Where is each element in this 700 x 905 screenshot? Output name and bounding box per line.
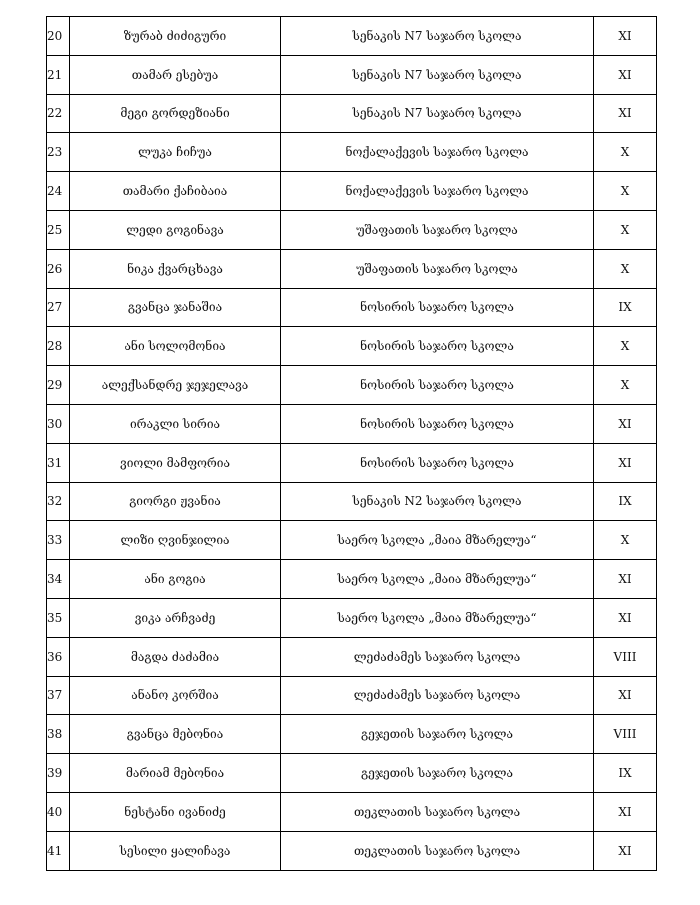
student-name: ანი გოგია [70,560,281,599]
table-row [47,249,657,288]
table-row [47,792,657,831]
school-name: ნოსირის საჯარო სკოლა [281,443,594,482]
row-number: 22 [47,94,70,133]
table-row [47,482,657,521]
school-name: გეჯეთის საჯარო სკოლა [281,754,594,793]
student-table [46,16,657,871]
row-number: 26 [47,249,70,288]
student-name: ნესტანი ივანიძე [70,792,281,831]
row-number: 30 [47,404,70,443]
student-name: თამარ ესებუა [70,55,281,94]
school-name: სენაკის N7 საჯარო სკოლა [281,94,594,133]
table-row [47,521,657,560]
student-name: გიორგი ჟვანია [70,482,281,521]
row-number: 40 [47,792,70,831]
grade: VIII [594,715,657,754]
school-name: სენაკის N2 საჯარო სკოლა [281,482,594,521]
student-name: ლუკა ჩიჩუა [70,133,281,172]
student-name: ნიკა ქვარცხავა [70,249,281,288]
table-row [47,17,657,56]
grade: XI [594,404,657,443]
grade: IX [594,754,657,793]
school-name: უშაფათის საჯარო სკოლა [281,210,594,249]
student-name: მეგი გორდეზიანი [70,94,281,133]
school-name: ლეძაძამეს საჯარო სკოლა [281,637,594,676]
student-name: მაგდა ძაძამია [70,637,281,676]
table-row [47,443,657,482]
table-row [47,598,657,637]
row-number: 23 [47,133,70,172]
table-row [47,133,657,172]
table-row [47,560,657,599]
grade: X [594,133,657,172]
student-name: ვიოლი მამფორია [70,443,281,482]
table-row [47,210,657,249]
row-number: 35 [47,598,70,637]
school-name: ნოსირის საჯარო სკოლა [281,366,594,405]
grade: XI [594,443,657,482]
school-name: ნოსირის საჯარო სკოლა [281,404,594,443]
student-name: ირაკლი სირია [70,404,281,443]
row-number: 29 [47,366,70,405]
student-name: ანანო კორშია [70,676,281,715]
student-name: სესილი ყალიჩავა [70,831,281,870]
school-name: თეკლათის საჯარო სკოლა [281,792,594,831]
row-number: 34 [47,560,70,599]
grade: XI [594,560,657,599]
table-row [47,404,657,443]
student-name: თამარი ქაჩიბაია [70,172,281,211]
row-number: 39 [47,754,70,793]
grade: VIII [594,637,657,676]
table-row [47,94,657,133]
table-row [47,172,657,211]
student-name: ლედი გოგინავა [70,210,281,249]
table-row [47,676,657,715]
grade: XI [594,676,657,715]
row-number: 41 [47,831,70,870]
student-name: გვანცა ჯანაშია [70,288,281,327]
table-row [47,637,657,676]
grade: X [594,249,657,288]
row-number: 25 [47,210,70,249]
school-name: საერო სკოლა „მაია მზარელუა“ [281,598,594,637]
grade: XI [594,831,657,870]
grade: X [594,366,657,405]
row-number: 37 [47,676,70,715]
row-number: 21 [47,55,70,94]
school-name: საერო სკოლა „მაია მზარელუა“ [281,521,594,560]
row-number: 31 [47,443,70,482]
table-row [47,366,657,405]
grade: X [594,327,657,366]
row-number: 38 [47,715,70,754]
school-name: საერო სკოლა „მაია მზარელუა“ [281,560,594,599]
table-row [47,831,657,870]
student-name: გვანცა მებონია [70,715,281,754]
grade: X [594,210,657,249]
table-row [47,288,657,327]
school-name: ნოსირის საჯარო სკოლა [281,288,594,327]
school-name: გეჯეთის საჯარო სკოლა [281,715,594,754]
school-name: ნოქალაქევის საჯარო სკოლა [281,172,594,211]
grade: IX [594,288,657,327]
school-name: ლეძაძამეს საჯარო სკოლა [281,676,594,715]
student-name: ვიკა არჩვაძე [70,598,281,637]
grade: XI [594,17,657,56]
row-number: 24 [47,172,70,211]
table-row [47,327,657,366]
student-name: ალექსანდრე ჯეჯელავა [70,366,281,405]
student-name: ზურაბ ძიძიგური [70,17,281,56]
grade: X [594,172,657,211]
grade: X [594,521,657,560]
grade: XI [594,55,657,94]
row-number: 33 [47,521,70,560]
school-name: ნოსირის საჯარო სკოლა [281,327,594,366]
row-number: 36 [47,637,70,676]
school-name: სენაკის N7 საჯარო სკოლა [281,17,594,56]
student-name: მარიამ მებონია [70,754,281,793]
student-table-body [47,17,657,871]
grade: XI [594,598,657,637]
row-number: 27 [47,288,70,327]
grade: XI [594,94,657,133]
student-name: ანი სოლომონია [70,327,281,366]
row-number: 20 [47,17,70,56]
table-row [47,754,657,793]
grade: IX [594,482,657,521]
row-number: 28 [47,327,70,366]
student-name: ლიზი ღვინჯილია [70,521,281,560]
table-row [47,715,657,754]
row-number: 32 [47,482,70,521]
school-name: ნოქალაქევის საჯარო სკოლა [281,133,594,172]
school-name: სენაკის N7 საჯარო სკოლა [281,55,594,94]
school-name: თეკლათის საჯარო სკოლა [281,831,594,870]
table-row [47,55,657,94]
school-name: უშაფათის საჯარო სკოლა [281,249,594,288]
grade: XI [594,792,657,831]
